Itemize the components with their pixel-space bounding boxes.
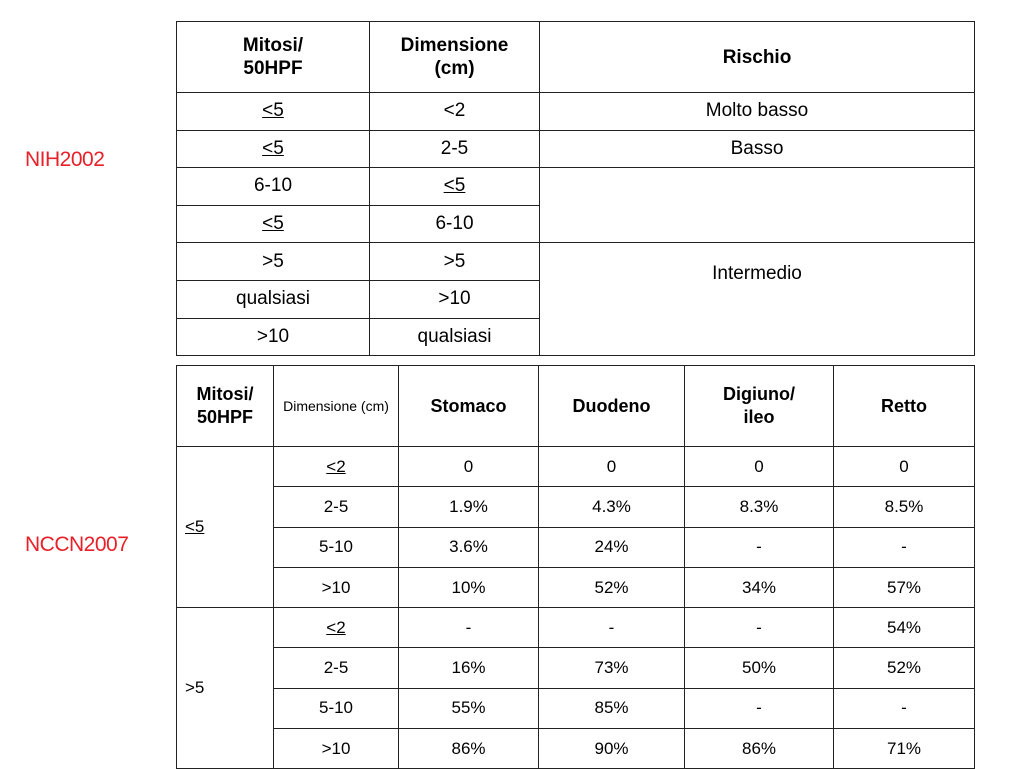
cell-dim: 5-10: [274, 688, 399, 728]
cell-duodeno: 73%: [539, 648, 685, 688]
cell-dim: <2: [274, 447, 399, 487]
cell-stomaco: -: [399, 608, 539, 648]
cell-mitosi: >10: [177, 318, 370, 356]
cell-rischio-empty: [540, 168, 975, 243]
nccn-risk-table: [176, 365, 975, 769]
table-row: [177, 688, 975, 728]
cell-digiuno: -: [685, 688, 834, 728]
cell-duodeno: 90%: [539, 729, 685, 769]
cell-retto: 54%: [834, 608, 975, 648]
cell-mitosi: 6-10: [177, 168, 370, 206]
table-row: [177, 168, 975, 206]
cell-retto: 0: [834, 447, 975, 487]
cell-stomaco: 55%: [399, 688, 539, 728]
table-row: [177, 729, 975, 769]
cell-dim: >10: [274, 729, 399, 769]
cell-mitosi: <5: [177, 205, 370, 243]
cell-digiuno: -: [685, 608, 834, 648]
nih-risk-table: [176, 21, 975, 356]
header-retto: Retto: [834, 366, 975, 447]
cell-stomaco: 16%: [399, 648, 539, 688]
table-row: [177, 487, 975, 527]
nccn2007-label: NCCN2007: [25, 533, 129, 556]
cell-mitosi: >5: [177, 243, 370, 281]
table-row: [177, 567, 975, 607]
cell-duodeno: 85%: [539, 688, 685, 728]
table-row: [177, 527, 975, 567]
cell-stomaco: 10%: [399, 567, 539, 607]
cell-dim: <2: [274, 608, 399, 648]
cell-stomaco: 0: [399, 447, 539, 487]
cell-digiuno: 34%: [685, 567, 834, 607]
cell-rischio: Intermedio: [540, 243, 975, 356]
cell-retto: 52%: [834, 648, 975, 688]
cell-stomaco: 3.6%: [399, 527, 539, 567]
cell-retto: -: [834, 688, 975, 728]
cell-stomaco: 1.9%: [399, 487, 539, 527]
table-row: [177, 243, 975, 281]
cell-duodeno: 24%: [539, 527, 685, 567]
header-dimensione: Dimensione (cm): [370, 22, 540, 93]
cell-retto: 71%: [834, 729, 975, 769]
cell-mitosi: <5: [177, 93, 370, 131]
cell-dimensione: <2: [370, 93, 540, 131]
cell-dimensione: >5: [370, 243, 540, 281]
table-row: [177, 93, 975, 131]
cell-dimensione: qualsiasi: [370, 318, 540, 356]
header-duodeno: Duodeno: [539, 366, 685, 447]
cell-duodeno: 4.3%: [539, 487, 685, 527]
cell-mitosi: <5: [177, 130, 370, 168]
table-row: [177, 608, 975, 648]
cell-digiuno: -: [685, 527, 834, 567]
cell-digiuno: 50%: [685, 648, 834, 688]
cell-dimensione: 2-5: [370, 130, 540, 168]
cell-dim: >10: [274, 567, 399, 607]
cell-retto: 57%: [834, 567, 975, 607]
cell-dim: 2-5: [274, 487, 399, 527]
table-row: [177, 447, 975, 487]
cell-retto: -: [834, 527, 975, 567]
table-row: [177, 648, 975, 688]
table-header-row: [177, 22, 975, 93]
cell-rischio: Basso: [540, 130, 975, 168]
cell-mitosi: qualsiasi: [177, 280, 370, 318]
header-mitosi: Mitosi/ 50HPF: [177, 22, 370, 93]
cell-digiuno: 86%: [685, 729, 834, 769]
cell-mitosi-group: <5: [177, 447, 274, 608]
header-rischio: Rischio: [540, 22, 975, 93]
cell-duodeno: -: [539, 608, 685, 648]
table-row: [177, 130, 975, 168]
header-stomaco: Stomaco: [399, 366, 539, 447]
cell-dimensione: 6-10: [370, 205, 540, 243]
cell-stomaco: 86%: [399, 729, 539, 769]
cell-duodeno: 0: [539, 447, 685, 487]
header-digiuno: Digiuno/ ileo: [685, 366, 834, 447]
cell-digiuno: 8.3%: [685, 487, 834, 527]
nih2002-label: NIH2002: [25, 148, 105, 171]
cell-dim: 5-10: [274, 527, 399, 567]
cell-digiuno: 0: [685, 447, 834, 487]
cell-rischio: Molto basso: [540, 93, 975, 131]
cell-dimensione: >10: [370, 280, 540, 318]
cell-dimensione: <5: [370, 168, 540, 206]
cell-dim: 2-5: [274, 648, 399, 688]
cell-duodeno: 52%: [539, 567, 685, 607]
header-dimensione: Dimensione (cm): [274, 366, 399, 447]
cell-retto: 8.5%: [834, 487, 975, 527]
cell-mitosi-group: >5: [177, 608, 274, 769]
header-mitosi: Mitosi/ 50HPF: [177, 366, 274, 447]
table-header-row: [177, 366, 975, 447]
